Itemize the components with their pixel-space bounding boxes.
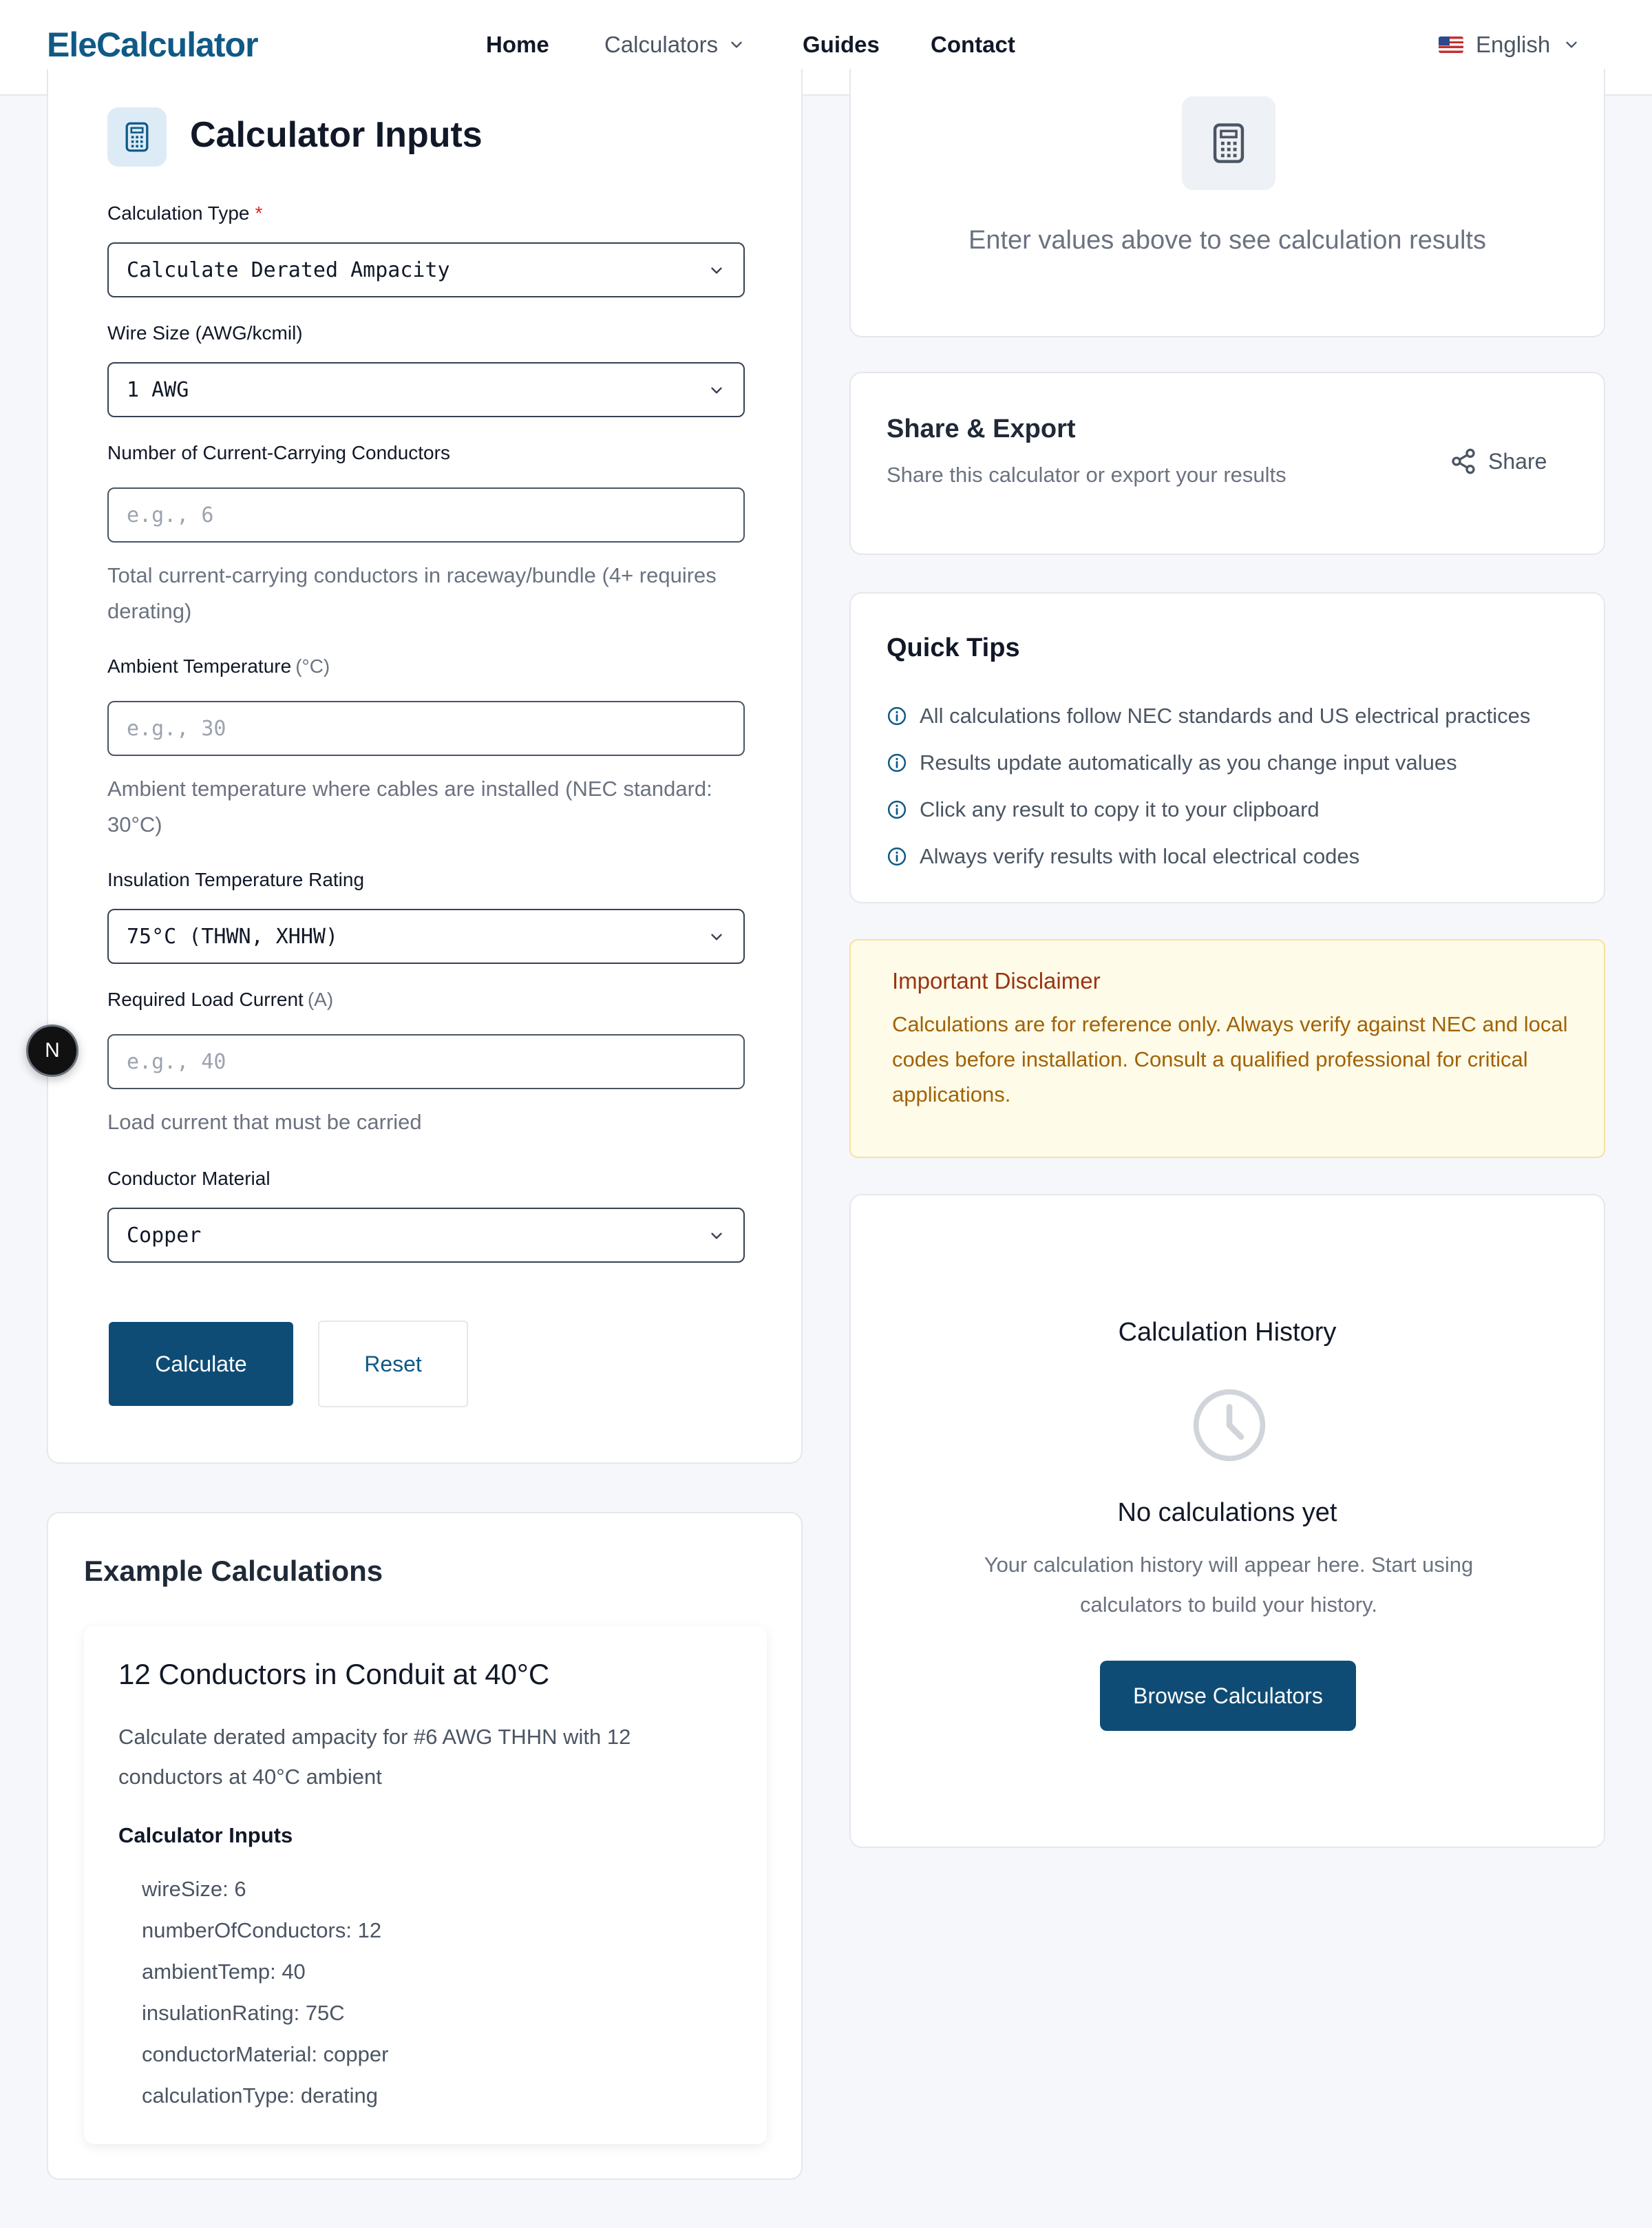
quick-tips-card	[849, 592, 1605, 903]
chevron-down-icon	[708, 381, 726, 399]
conductors-input[interactable]: e.g., 6	[107, 487, 745, 543]
chevron-down-icon	[1563, 36, 1580, 54]
example-item[interactable]	[84, 1626, 767, 2144]
calc-type-label: Calculation Type *	[107, 202, 263, 224]
wire-size-select[interactable]: 1 AWG	[107, 362, 745, 417]
language-selector[interactable]: English	[1439, 32, 1580, 58]
info-icon	[887, 799, 907, 820]
list-item: conductorMaterial: copper	[142, 2042, 389, 2066]
list-item: calculationType: derating	[142, 2083, 378, 2108]
share-button[interactable]: Share	[1450, 448, 1547, 475]
load-current-input[interactable]: e.g., 40	[107, 1034, 745, 1089]
nav-contact[interactable]: Contact	[931, 32, 1015, 57]
main-nav	[0, 32, 1652, 62]
history-title: Calculation History	[1118, 1318, 1337, 1347]
calculator-icon	[1182, 96, 1275, 190]
info-icon	[887, 706, 907, 726]
example-inputs-list	[142, 1869, 388, 2116]
chevron-down-icon	[708, 928, 726, 946]
example-item-description: Calculate derated ampacity for #6 AWG THHN with 12 conductors at 40°C ambient	[118, 1725, 631, 1789]
list-item: Click any result to copy it to your clipboard	[887, 786, 1530, 833]
nav-calculators[interactable]: Calculators	[604, 32, 745, 58]
quick-tips-list	[887, 693, 1530, 880]
share-icon	[1450, 448, 1477, 475]
quick-tips-title: Quick Tips	[887, 633, 1020, 662]
example-inputs-title: Calculator Inputs	[118, 1823, 293, 1847]
insulation-rating-select[interactable]: 75°C (THWN, XHHW)	[107, 909, 745, 964]
history-empty-title: No calculations yet	[1117, 1498, 1337, 1527]
list-item: ambientTemp: 40	[142, 1959, 306, 1984]
insulation-label: Insulation Temperature Rating	[107, 869, 365, 890]
calculation-history-card	[849, 1194, 1605, 1848]
info-icon	[887, 753, 907, 773]
clock-icon	[1189, 1385, 1269, 1465]
disclaimer-title: Important Disclaimer	[892, 968, 1101, 994]
wire-size-label: Wire Size (AWG/kcmil)	[107, 322, 303, 344]
site-logo[interactable]: EleCalculator	[47, 25, 258, 64]
us-flag-icon	[1439, 36, 1463, 53]
example-calculations-card	[47, 1512, 803, 2180]
load-hint: Load current that must be carried	[107, 1110, 422, 1134]
disclaimer-text: Calculations are for reference only. Always verify against NEC and local codes before installation. Consult a qualified professional for critical applications.	[892, 1012, 1568, 1106]
results-empty-text: Enter values above to see calculation results	[968, 226, 1486, 255]
info-icon	[887, 846, 907, 867]
floating-action-button[interactable]: N	[26, 1024, 78, 1077]
required-mark: *	[255, 202, 263, 224]
example-item-title: 12 Conductors in Conduit at 40°C	[118, 1658, 550, 1690]
load-label: Required Load Current (A)	[107, 989, 334, 1010]
disclaimer-card	[849, 939, 1605, 1158]
ambient-hint: Ambient temperature where cables are installed (NEC standard: 30°C)	[107, 777, 712, 837]
calculator-inputs-card	[47, 69, 803, 1464]
share-subtitle: Share this calculator or export your results	[887, 463, 1286, 487]
calculator-icon	[107, 107, 167, 167]
share-title: Share & Export	[887, 414, 1076, 443]
share-export-card	[849, 372, 1605, 555]
results-card	[849, 69, 1605, 337]
calculate-button[interactable]: Calculate	[109, 1322, 293, 1406]
list-item: insulationRating: 75C	[142, 2001, 345, 2025]
calc-type-select[interactable]: Calculate Derated Ampacity	[107, 242, 745, 297]
nav-guides[interactable]: Guides	[803, 32, 880, 57]
history-empty-text: Your calculation history will appear here. Start using calculators to build your history.	[984, 1553, 1474, 1617]
ambient-label: Ambient Temperature (°C)	[107, 655, 330, 677]
chevron-down-icon	[708, 262, 726, 280]
conductors-label: Number of Current-Carrying Conductors	[107, 442, 450, 463]
material-label: Conductor Material	[107, 1168, 271, 1189]
list-item: wireSize: 6	[142, 1877, 246, 1901]
list-item: All calculations follow NEC standards and US electrical practices	[887, 693, 1530, 739]
calculator-inputs-title: Calculator Inputs	[190, 115, 483, 155]
conductor-material-select[interactable]: Copper	[107, 1208, 745, 1263]
chevron-down-icon	[728, 36, 745, 54]
list-item: Results update automatically as you change input values	[887, 739, 1530, 786]
ambient-temp-input[interactable]: e.g., 30	[107, 701, 745, 756]
example-calculations-title: Example Calculations	[84, 1555, 383, 1587]
conductors-hint: Total current-carrying conductors in raceway/bundle (4+ requires derating)	[107, 563, 717, 623]
chevron-down-icon	[708, 1227, 726, 1245]
reset-button[interactable]: Reset	[318, 1321, 468, 1407]
nav-home[interactable]: Home	[486, 32, 549, 57]
browse-calculators-button[interactable]: Browse Calculators	[1100, 1661, 1356, 1731]
list-item: numberOfConductors: 12	[142, 1918, 382, 1942]
list-item: Always verify results with local electrical codes	[887, 833, 1530, 880]
